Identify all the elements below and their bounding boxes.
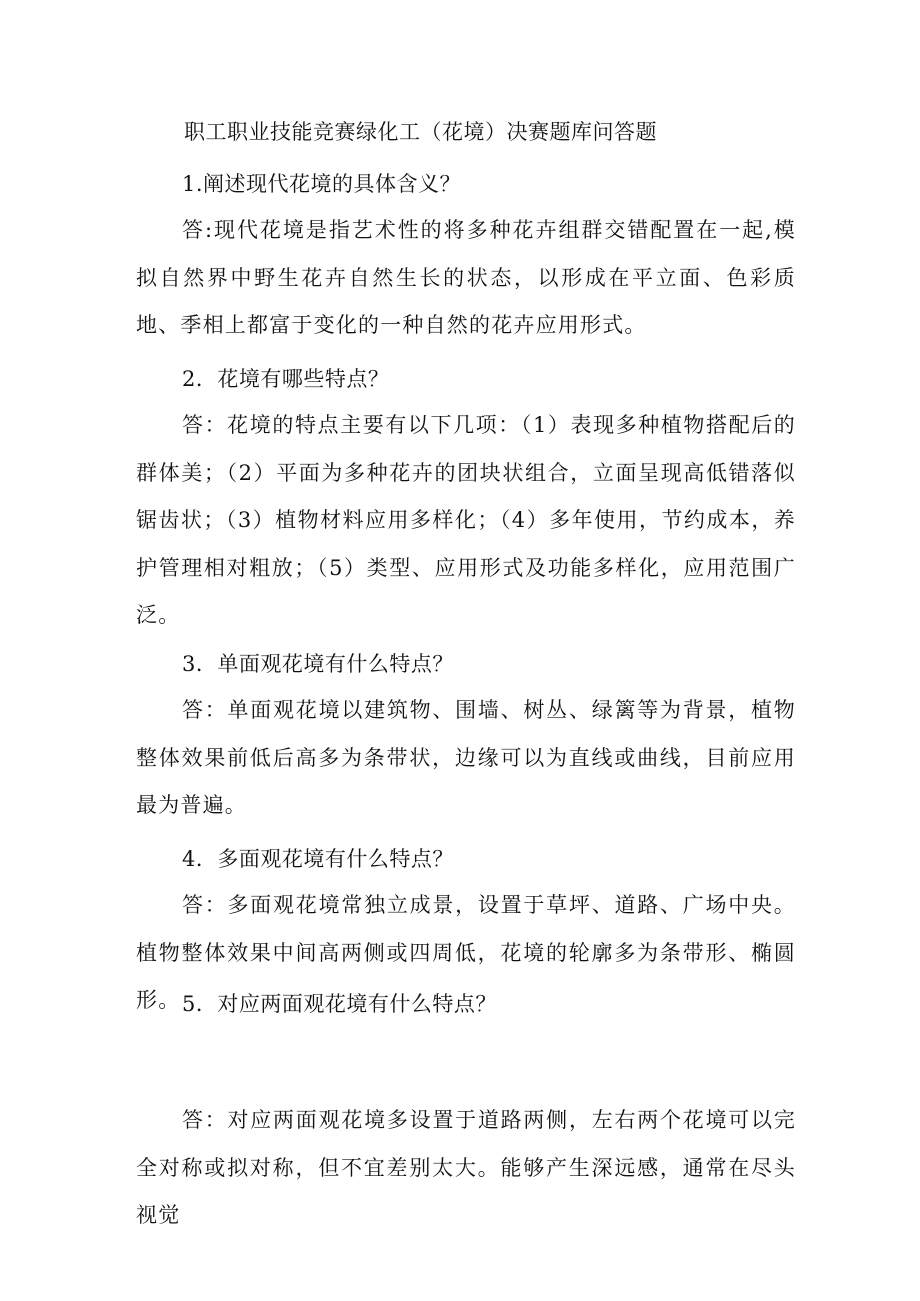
answer-4: 答：多面观花境常独立成景，设置于草坪、道路、广场中央。植物整体效果中间高两侧或四周低，花境的轮廓多为条带形、椭圆形。: [136, 893, 796, 1012]
answer-3: 答：单面观花境以建筑物、围墙、树丛、绿篱等为背景，植物整体效果前低后高多为条带状，边缘可以为直线或曲线，目前应用最为普遍。: [136, 698, 796, 817]
answer-5: 答：对应两面观花境多设置于道路两侧，左右两个花境可以完全对称或拟对称，但不宜差别太大。能够产生深远感，通常在尽头视觉: [136, 1108, 796, 1227]
question-2: 2．花境有哪些特点？: [182, 367, 390, 391]
question-4: 4．多面观花境有什么特点？: [182, 847, 454, 871]
question-1: 1.阐述现代花境的具体含义？: [182, 172, 462, 196]
question-3: 3．单面观花境有什么特点？: [182, 652, 454, 676]
document-title: 职工职业技能竞赛绿化工（花境）决赛题库问答题: [184, 120, 657, 144]
answer-1: 答:现代花境是指艺术性的将多种花卉组群交错配置在一起,模拟自然界中野生花卉自然生长的状态，以形成在平立面、色彩质地、季相上都富于变化的一种自然的花卉应用形式。: [136, 218, 796, 337]
answer-2: 答：花境的特点主要有以下几项：（1）表现多种植物搭配后的群体美；（2）平面为多种花卉的团块状组合，立面呈现高低错落似锯齿状；（3）植物材料应用多样化；（4）多年使用，节约成本，养护管理相对粗放；（5）类型、应用形式及功能多样化，应用范围广泛。: [136, 413, 796, 627]
question-5: 5．对应两面观花境有什么特点？: [182, 992, 497, 1016]
